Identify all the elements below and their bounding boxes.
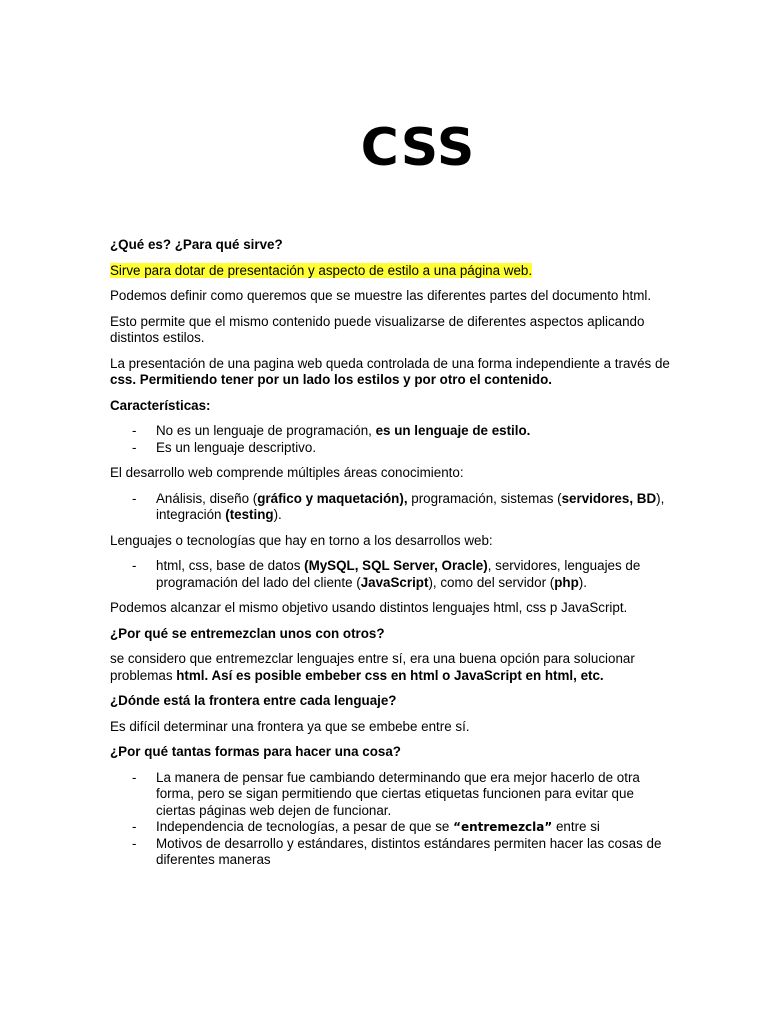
- list-item: - Análisis, diseño (gráfico y maquetación), programación, sistemas (servidores, BD), integración (testing).: [132, 490, 665, 522]
- question-heading-border: ¿Dónde está la frontera entre cada lenguaje?: [110, 693, 397, 708]
- paragraph-mix-answer: se considero que entremezclar lenguajes entre sí, era una buena opción para solucionar problemas html. Así es posible embeber css en html o JavaScript en html, etc.: [110, 651, 635, 683]
- bullet-dash: -: [132, 769, 137, 785]
- list-item: - html, css, base de datos (MySQL, SQL Server, Oracle), servidores, lenguajes de programación del lado del cliente (JavaScript), como del servidor (php).: [132, 558, 641, 590]
- list-item: - Independencia de tecnologías, a pesar de que se “entremezcla” entre si: [132, 819, 600, 834]
- bullet-dash: -: [132, 423, 137, 438]
- question-heading-mix: ¿Por qué se entremezclan unos con otros?: [110, 625, 385, 641]
- document-body: [110, 237, 670, 878]
- paragraph-border-answer: Es difícil determinar una frontera ya que se embebe entre sí.: [110, 718, 470, 734]
- paragraph-presentation: La presentación de una pagina web queda controlada de una forma independiente a través de css. Permitiendo tener por un lado los estilos y por otro el contenido.: [110, 355, 670, 387]
- bullet-dash: -: [132, 490, 137, 506]
- page-title: CSS: [360, 118, 476, 178]
- bullet-dash: -: [132, 439, 137, 455]
- question-heading-many-ways: ¿Por qué tantas formas para hacer una cosa?: [110, 744, 401, 759]
- list-item: - Motivos de desarrollo y estándares, distintos estándares permiten hacer las cosas de diferentes maneras: [132, 835, 662, 867]
- reasons-list: [110, 770, 670, 869]
- highlighted-definition: Sirve para dotar de presentación y aspecto de estilo a una página web.: [110, 262, 533, 278]
- technologies-list: [110, 558, 670, 591]
- paragraph-content-styles: Esto permite que el mismo contenido puede visualizarse de diferentes aspectos aplicando distintos estilos.: [110, 313, 645, 345]
- list-item: - Es un lenguaje descriptivo.: [132, 439, 317, 455]
- paragraph-areas-intro: El desarrollo web comprende múltiples áreas conocimiento:: [110, 465, 464, 480]
- list-item: - La manera de pensar fue cambiando determinando que era mejor hacerlo de otra forma, pero se sigan permitiendo que ciertas etiquetas funcionen para evitar que ciertas páginas web dejen de funcionar.: [132, 769, 640, 818]
- list-item: - No es un lenguaje de programación, es un lenguaje de estilo.: [132, 423, 531, 438]
- paragraph-same-objective: Podemos alcanzar el mismo objetivo usando distintos lenguajes html, css p JavaScript.: [110, 600, 628, 615]
- paragraph-define: Podemos definir como queremos que se muestre las diferentes partes del documento html.: [110, 288, 652, 303]
- features-heading: Características:: [110, 397, 211, 413]
- areas-list: [110, 491, 670, 524]
- features-list: [110, 423, 670, 456]
- question-heading-what-is: ¿Qué es? ¿Para qué sirve?: [110, 237, 283, 252]
- bullet-dash: -: [132, 558, 137, 573]
- bullet-dash: -: [132, 819, 137, 834]
- paragraph-technologies-intro: Lenguajes o tecnologías que hay en torno a los desarrollos web:: [110, 532, 493, 548]
- bullet-dash: -: [132, 835, 137, 851]
